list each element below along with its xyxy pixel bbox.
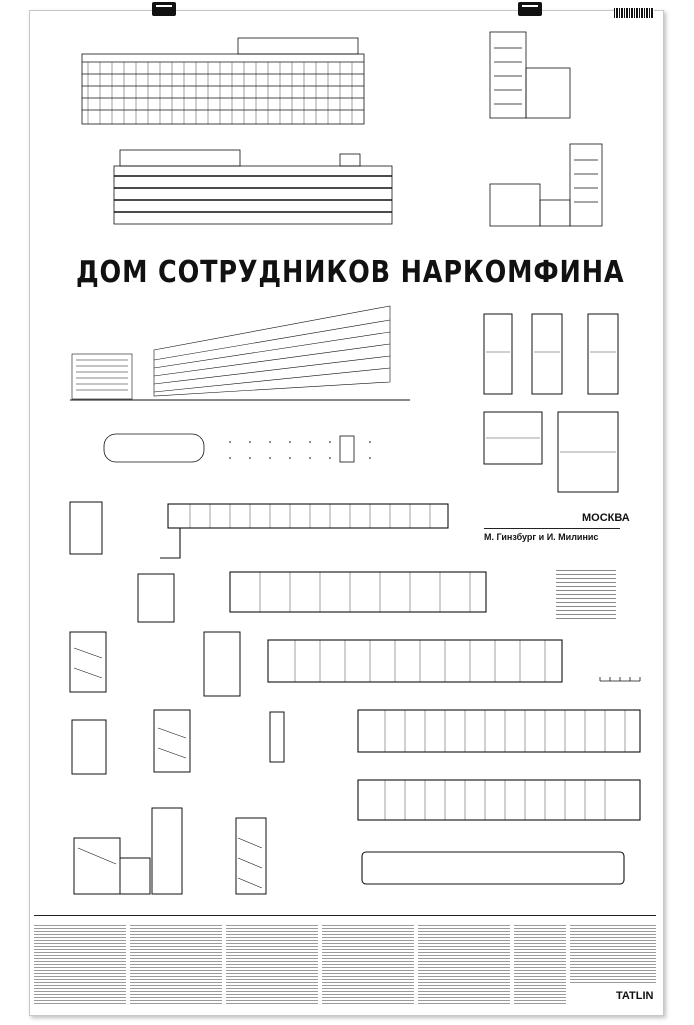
barcode: [614, 8, 654, 18]
sections-left: [66, 498, 286, 898]
binder-clip-right: [518, 2, 542, 16]
authors-label: М. Гинзбург и И. Милинис: [484, 532, 599, 542]
article-column-6: [514, 925, 566, 1005]
plan-roof: [100, 432, 380, 466]
elevation-side-2: [486, 140, 606, 230]
article-column-7: [570, 925, 656, 983]
elevation-side-1: [486, 28, 576, 120]
city-label: МОСКВА: [582, 512, 630, 524]
elevation-main-1: [78, 34, 378, 134]
article-column-5: [418, 925, 510, 1005]
article-column-4: [322, 925, 414, 1005]
text-header-rule: [34, 915, 656, 916]
legend-block: [556, 570, 616, 620]
poster-title: ДОМ СОТРУДНИКОВ НАРКОМФИНА: [76, 255, 625, 290]
perspective-view: [70, 300, 410, 405]
binder-clip-left: [152, 2, 176, 16]
article-column-2: [130, 925, 222, 1005]
article-column-3: [226, 925, 318, 1005]
elevation-main-2: [110, 140, 400, 230]
divider: [484, 528, 620, 529]
publisher-logo: TATLIN: [616, 990, 654, 1002]
cell-plans: [482, 312, 622, 497]
article-column-1: [34, 925, 126, 1005]
scale-bar: [600, 676, 640, 682]
